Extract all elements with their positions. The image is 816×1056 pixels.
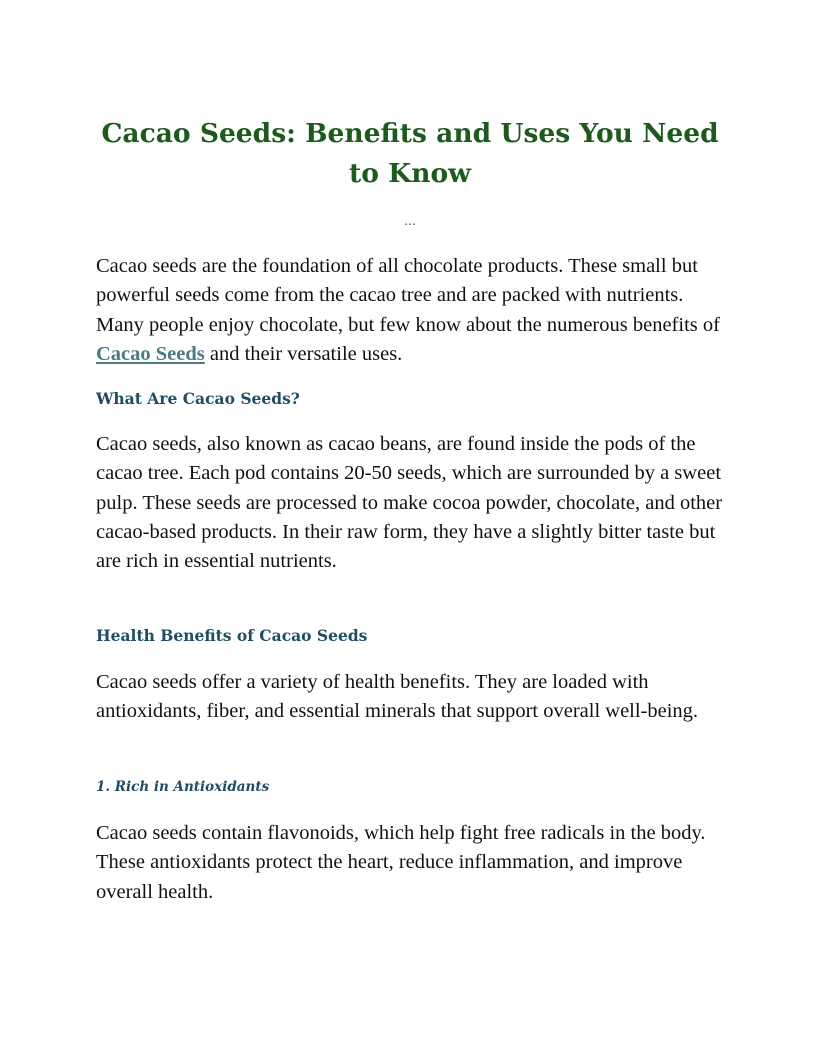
section-heading-antioxidants: 1. Rich in Antioxidants [96,779,270,795]
cacao-seeds-link[interactable]: Cacao Seeds [96,342,205,365]
intro-paragraph [96,252,724,369]
intro-text-after-link: and their versatile uses. [204,342,403,365]
section-body-what-are: Cacao seeds, also known as cacao beans, are found inside the pods of the cacao tree. Each pod contains 20-50 seeds, which are surrounded by a sweet pulp. These seeds are processed to make cocoa powder, chocolate, and other cacao-based products. In their raw form, they have a slightly bitter taste but are rich in essential nutrients. [96,433,723,573]
title-separator: … [404,214,416,228]
section-body-health-benefits: Cacao seeds offer a variety of health benefits. They are loaded with antioxidants, fiber, and essential minerals that support overall well-being. [96,671,699,723]
section-heading-health-benefits: Health Benefits of Cacao Seeds [96,626,368,645]
document-title: Cacao Seeds: Benefits and Uses You Need to Know [101,118,719,189]
section-body-antioxidants: Cacao seeds contain flavonoids, which help fight free radicals in the body. These antioxidants protect the heart, reduce inflammation, and improve overall health. [96,822,706,903]
intro-text-before-link: Cacao seeds are the foundation of all chocolate products. These small but powerful seeds come from the cacao tree and are packed with nutrients. Many people enjoy chocolate, but few know about the numerous benefits of [96,255,720,336]
section-heading-what-are: What Are Cacao Seeds? [96,389,300,408]
